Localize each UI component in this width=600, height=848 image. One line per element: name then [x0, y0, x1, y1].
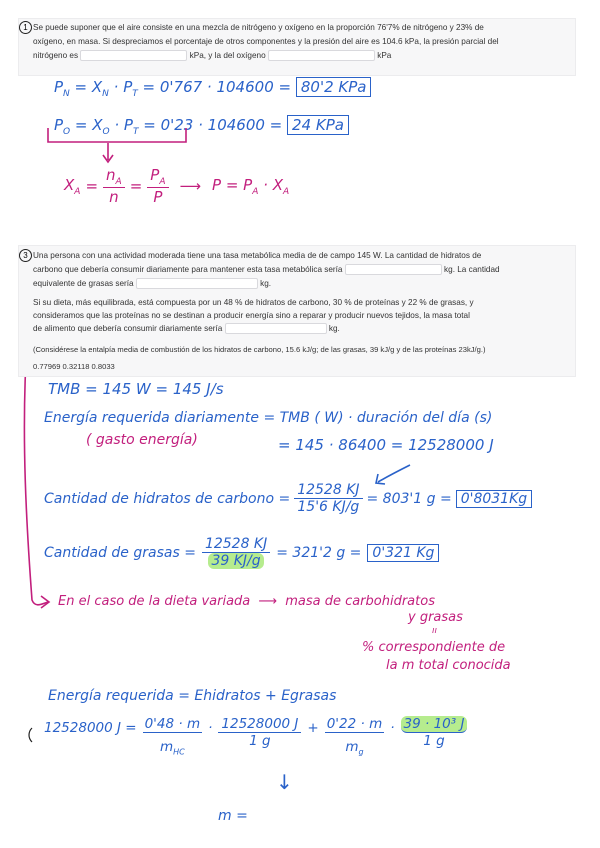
energy-calc: = 145 · 86400 = 12528000 J — [278, 436, 494, 454]
varied-diet-note-2: y grasas — [408, 610, 463, 625]
required-energy-sum: Energía requerida = Ehidratos + Egrasas — [48, 688, 337, 704]
final-equation: 12528000 J = 0'48 · m $m_{HC}$ · $\frac{12528000 J}{1 g}$ + $\frac{0'22 \cdot m}{m_g}$ · $\frac{\text{39 · 10³ J}}{1 g}$ — [44, 716, 467, 757]
pn-answer-box: 80'2 KPa — [296, 77, 372, 97]
pn-equation: $P_N = X_N \cdot P_T = 0'767 \cdot 104600 = 80'2$ KPa — [54, 78, 371, 99]
problem-2-answers: 0.77969 0.32118 0.8033 — [33, 362, 115, 371]
fats-enthalpy-highlight: 39 KJ/g — [208, 553, 263, 569]
problem-1-number: 1 — [19, 21, 32, 34]
problem-2-line-4: Si su dieta, más equilibrada, está compuesta por un 48 % de hidratos de carbono, 30 % de proteínas y 22 % de grasas, y — [33, 298, 474, 307]
problem-2-data-note: (Considérese la entalpía media de combustión de los hidratos de carbono, 15.6 kJ/g; de las grasas, 39 kJ/g y de las proteínas 23kJ/g.) — [33, 345, 486, 354]
fats-calc: Cantidad de grasas = $\frac{12528 KJ}{39 KJ/g}$ = 321'2 g = 0'321 Kg — [44, 536, 439, 569]
problem-2-line-3: equivalente de grasas sería kg. — [33, 279, 272, 288]
problem-1-text-line-1: Se puede suponer que el aire consiste en una mezcla de nitrógeno y oxígeno en la proporción 76'7% de nitrógeno y 23% de — [33, 23, 484, 32]
energy-note: ( gasto energía) — [86, 432, 198, 448]
problem-1-text-line-2: oxígeno, en masa. Si despreciamos el porcentaje de otros componentes y la presión del aire es 104.6 kPa, la presión parcial del — [33, 37, 499, 46]
po-answer-box: 24 KPa — [287, 115, 349, 135]
problem-2-line-2: carbono que debería consumir diariamente para mantener esta tasa metabólica sería kg. La cantidad — [33, 265, 500, 274]
mole-fraction-relation: $X_A$ = $\frac{n_A}{n}$ = $\frac{P_A}{P}$ ⟶ $P = P_A \cdot X_A$ — [64, 166, 290, 206]
fats-answer-box: 0'321 Kg — [367, 544, 439, 562]
problem-2-line-6: de alimento que debería consumir diariamente sería kg. — [33, 324, 340, 333]
fats-answer-field[interactable] — [136, 278, 258, 289]
total-mass-answer-field[interactable] — [225, 323, 327, 334]
problem-1-text-line-3: nitrógeno es kPa, y la del oxígeno kPa — [33, 51, 392, 60]
oxygen-answer-field[interactable] — [268, 50, 375, 61]
percentage-note-2: la m total conocida — [386, 658, 511, 673]
carbohydrates-answer-field[interactable] — [345, 264, 442, 275]
percentage-note: % correspondiente de — [362, 640, 506, 655]
varied-diet-note: En el caso de la dieta variada ⟶ masa de carbohidratos — [58, 594, 435, 609]
mass-result: m = — [218, 808, 248, 824]
problem-2-line-5: consideramos que las proteínas no se destinan a producir energía sino a reparar y producir nuevos tejidos, la masa total — [33, 311, 470, 320]
energy-line: Energía requerida diariamente = TMB ( W) · duración del día (s) — [44, 410, 493, 426]
problem-2-number: 3 — [19, 249, 32, 262]
po-equation: $P_O = X_O \cdot P_T = 0'23 \cdot 104600 = 24$ KPa — [54, 116, 349, 137]
nitrogen-answer-field[interactable] — [80, 50, 187, 61]
fats-enthalpy-highlight-2: 39 · 10³ J — [401, 716, 468, 733]
down-arrow: ↓ — [276, 770, 293, 794]
carbohydrates-answer-box: 0'8031Kg — [456, 490, 532, 508]
carbohydrates-calc: Cantidad de hidratos de carbono = $\frac{12528 KJ}{15'6 KJ/g}$ = 803'1 g = 0'8031Kg — [44, 482, 532, 515]
equals-mark: ıı — [432, 626, 438, 636]
tmb-line: TMB = 145 W = 145 J/s — [48, 380, 224, 398]
problem-2-line-1: Una persona con una actividad moderada tiene una tasa metabólica media de de campo 145 W. La cantidad de hidratos de — [33, 251, 482, 260]
